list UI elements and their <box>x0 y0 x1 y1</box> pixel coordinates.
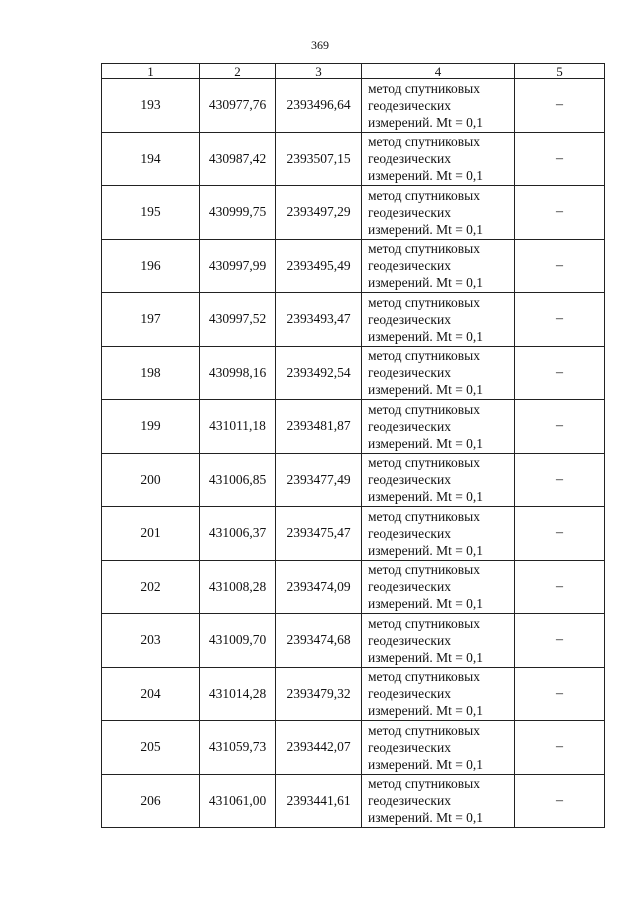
y-coordinate-cell: 2393479,32 <box>276 667 362 721</box>
note-cell: – <box>515 293 605 347</box>
column-header-1: 1 <box>102 64 200 79</box>
table-row <box>102 560 605 614</box>
note-cell: – <box>515 614 605 668</box>
note-cell: – <box>515 453 605 507</box>
note-cell: – <box>515 400 605 454</box>
x-coordinate-cell: 430998,16 <box>200 346 276 400</box>
x-coordinate-cell: 431061,00 <box>200 774 276 828</box>
note-cell: – <box>515 721 605 775</box>
table-row <box>102 239 605 293</box>
method-cell: метод спутниковых геодезических измерений. Mt = 0,1 <box>362 186 515 240</box>
point-number-cell: 193 <box>102 79 200 133</box>
y-coordinate-cell: 2393495,49 <box>276 239 362 293</box>
method-cell: метод спутниковых геодезических измерений. Mt = 0,1 <box>362 346 515 400</box>
x-coordinate-cell: 430997,52 <box>200 293 276 347</box>
table-row <box>102 774 605 828</box>
x-coordinate-cell: 430977,76 <box>200 79 276 133</box>
note-cell: – <box>515 560 605 614</box>
method-cell: метод спутниковых геодезических измерений. Mt = 0,1 <box>362 400 515 454</box>
table-row <box>102 667 605 721</box>
note-cell: – <box>515 667 605 721</box>
note-cell: – <box>515 79 605 133</box>
point-number-cell: 196 <box>102 239 200 293</box>
column-header-2: 2 <box>200 64 276 79</box>
y-coordinate-cell: 2393474,09 <box>276 560 362 614</box>
method-cell: метод спутниковых геодезических измерений. Mt = 0,1 <box>362 721 515 775</box>
method-cell: метод спутниковых геодезических измерений. Mt = 0,1 <box>362 132 515 186</box>
note-cell: – <box>515 346 605 400</box>
point-number-cell: 204 <box>102 667 200 721</box>
header-row <box>102 64 605 79</box>
note-cell: – <box>515 774 605 828</box>
method-cell: метод спутниковых геодезических измерений. Mt = 0,1 <box>362 614 515 668</box>
table-row <box>102 507 605 561</box>
page-number: 369 <box>311 38 329 52</box>
point-number-cell: 194 <box>102 132 200 186</box>
y-coordinate-cell: 2393481,87 <box>276 400 362 454</box>
table-row <box>102 453 605 507</box>
column-header-5: 5 <box>515 64 605 79</box>
y-coordinate-cell: 2393474,68 <box>276 614 362 668</box>
y-coordinate-cell: 2393493,47 <box>276 293 362 347</box>
y-coordinate-cell: 2393441,61 <box>276 774 362 828</box>
table-row <box>102 293 605 347</box>
y-coordinate-cell: 2393497,29 <box>276 186 362 240</box>
column-header-4: 4 <box>362 64 515 79</box>
point-number-cell: 200 <box>102 453 200 507</box>
point-number-cell: 202 <box>102 560 200 614</box>
y-coordinate-cell: 2393492,54 <box>276 346 362 400</box>
table-row <box>102 400 605 454</box>
coordinates-table <box>101 63 605 828</box>
table-header <box>102 64 605 79</box>
method-cell: метод спутниковых геодезических измерений. Mt = 0,1 <box>362 79 515 133</box>
table-row <box>102 346 605 400</box>
method-cell: метод спутниковых геодезических измерений. Mt = 0,1 <box>362 667 515 721</box>
point-number-cell: 199 <box>102 400 200 454</box>
point-number-cell: 198 <box>102 346 200 400</box>
method-cell: метод спутниковых геодезических измерений. Mt = 0,1 <box>362 239 515 293</box>
y-coordinate-cell: 2393507,15 <box>276 132 362 186</box>
note-cell: – <box>515 132 605 186</box>
point-number-cell: 197 <box>102 293 200 347</box>
column-header-3: 3 <box>276 64 362 79</box>
x-coordinate-cell: 431009,70 <box>200 614 276 668</box>
point-number-cell: 201 <box>102 507 200 561</box>
point-number-cell: 206 <box>102 774 200 828</box>
table-body <box>102 79 605 828</box>
table-row <box>102 614 605 668</box>
method-cell: метод спутниковых геодезических измерений. Mt = 0,1 <box>362 507 515 561</box>
x-coordinate-cell: 430987,42 <box>200 132 276 186</box>
method-cell: метод спутниковых геодезических измерений. Mt = 0,1 <box>362 774 515 828</box>
table-row <box>102 79 605 133</box>
x-coordinate-cell: 430997,99 <box>200 239 276 293</box>
x-coordinate-cell: 431059,73 <box>200 721 276 775</box>
note-cell: – <box>515 239 605 293</box>
table-row <box>102 132 605 186</box>
point-number-cell: 203 <box>102 614 200 668</box>
x-coordinate-cell: 431008,28 <box>200 560 276 614</box>
x-coordinate-cell: 430999,75 <box>200 186 276 240</box>
x-coordinate-cell: 431006,37 <box>200 507 276 561</box>
table-row <box>102 186 605 240</box>
y-coordinate-cell: 2393477,49 <box>276 453 362 507</box>
y-coordinate-cell: 2393442,07 <box>276 721 362 775</box>
x-coordinate-cell: 431014,28 <box>200 667 276 721</box>
method-cell: метод спутниковых геодезических измерений. Mt = 0,1 <box>362 293 515 347</box>
table-row <box>102 721 605 775</box>
x-coordinate-cell: 431011,18 <box>200 400 276 454</box>
method-cell: метод спутниковых геодезических измерений. Mt = 0,1 <box>362 560 515 614</box>
point-number-cell: 195 <box>102 186 200 240</box>
point-number-cell: 205 <box>102 721 200 775</box>
note-cell: – <box>515 186 605 240</box>
method-cell: метод спутниковых геодезических измерений. Mt = 0,1 <box>362 453 515 507</box>
y-coordinate-cell: 2393496,64 <box>276 79 362 133</box>
note-cell: – <box>515 507 605 561</box>
x-coordinate-cell: 431006,85 <box>200 453 276 507</box>
y-coordinate-cell: 2393475,47 <box>276 507 362 561</box>
